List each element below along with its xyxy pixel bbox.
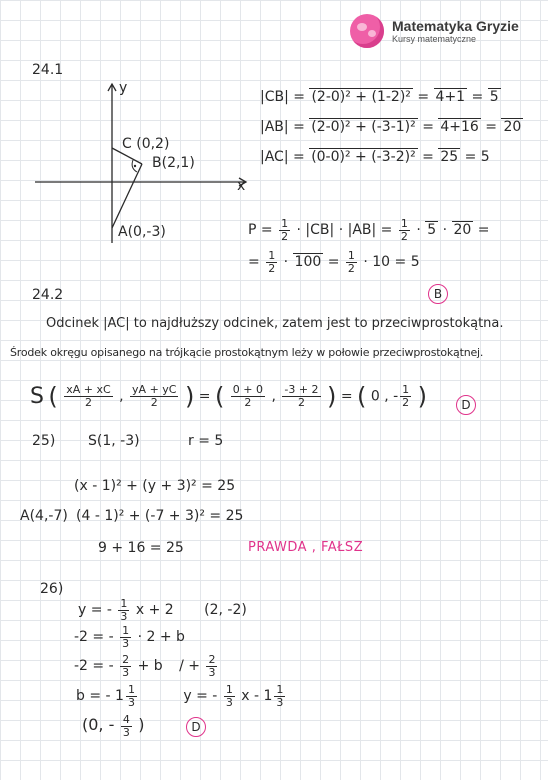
axis-y-label: y bbox=[119, 80, 128, 96]
line-26-1: y = - $\frac{1}{3}$ x + 2 (2, -2) bbox=[78, 597, 247, 623]
line-26-2: -2 = - $\frac{1}{3}$ · 2 + b bbox=[74, 624, 185, 650]
coordinate-sketch bbox=[30, 78, 260, 248]
answer-d-circle-24-2: D bbox=[456, 394, 476, 415]
axis-x-label: x bbox=[237, 178, 246, 194]
point-a-label: A(0,-3) bbox=[118, 224, 166, 240]
line-26-4: b = - 1 $\frac{1}{3}$ y = - $\frac{1}{3}$ x - 1 $\frac{1}{3}$ bbox=[76, 683, 284, 709]
statement-line-2: Środek okręgu opisanego na trójkącie prostokątnym leży w połowie przeciwprostokątnej. bbox=[10, 346, 484, 359]
circle-equation: (x - 1)² + (y + 3)² = 25 bbox=[74, 478, 236, 494]
answer-b-circle: B bbox=[428, 283, 448, 304]
brand-subtitle: Kursy matematyczne bbox=[392, 34, 477, 44]
answer-d-circle-26: D bbox=[186, 716, 206, 737]
statement-line-1: Odcinek |AC| to najdłuższy odcinek, zatem jest to przeciwprostokątna. bbox=[46, 316, 504, 331]
brain-icon bbox=[350, 14, 384, 48]
circle-radius: r = 5 bbox=[188, 433, 224, 449]
line-26-3: -2 = - $\frac{2}{3}$ + b / + $\frac{2}{3}$ bbox=[74, 653, 216, 679]
substitution: (4 - 1)² + (-7 + 3)² = 25 bbox=[76, 508, 244, 524]
area-line-1: P = $\frac{1}{2}$ · |CB| · |AB| = $\frac{1}{2}$ · 5 · 20 = bbox=[248, 217, 490, 243]
segment-ab bbox=[112, 164, 142, 228]
verdict: PRAWDA , FAŁSZ bbox=[248, 540, 364, 555]
dist-cb: |CB| = (2-0)² + (1-2)² = 4+1 = 5 bbox=[260, 89, 499, 105]
point-c-label: C (0,2) bbox=[122, 136, 170, 152]
dist-ac: |AC| = (0-0)² + (-3-2)² = 25 = 5 bbox=[260, 149, 490, 165]
problem-24-1-label: 24.1 bbox=[32, 62, 64, 78]
right-angle-dot bbox=[134, 165, 136, 167]
point-a-25: A(4,-7) bbox=[20, 508, 68, 524]
point-b-label: B(2,1) bbox=[152, 155, 195, 171]
circle-center: S(1, -3) bbox=[88, 433, 140, 449]
brand-name: Matematyka Gryzie bbox=[392, 18, 519, 34]
area-line-2: = $\frac{1}{2}$ · 100 = $\frac{1}{2}$ · 10 = 5 bbox=[248, 249, 420, 275]
dist-ab: |AB| = (2-0)² + (-3-1)² = 4+16 = 20 bbox=[260, 119, 522, 135]
problem-26-label: 26) bbox=[40, 581, 64, 597]
check-sum: 9 + 16 = 25 bbox=[98, 540, 184, 556]
brand-header bbox=[350, 14, 519, 48]
problem-25-label: 25) bbox=[32, 433, 56, 449]
problem-24-2-label: 24.2 bbox=[32, 287, 64, 303]
midpoint-formula: S ( $\frac{xA + xC}{2}$ , $\frac{yA + yC}{2}$ ) = ( $\frac{0 + 0}{2}$ , $\frac{-3 + 2}{2}$ ) = ( 0 , - $\frac{1}{2}$ ) bbox=[30, 382, 427, 411]
line-26-5: (0, - $\frac{4}{3}$ ) bbox=[82, 713, 145, 739]
